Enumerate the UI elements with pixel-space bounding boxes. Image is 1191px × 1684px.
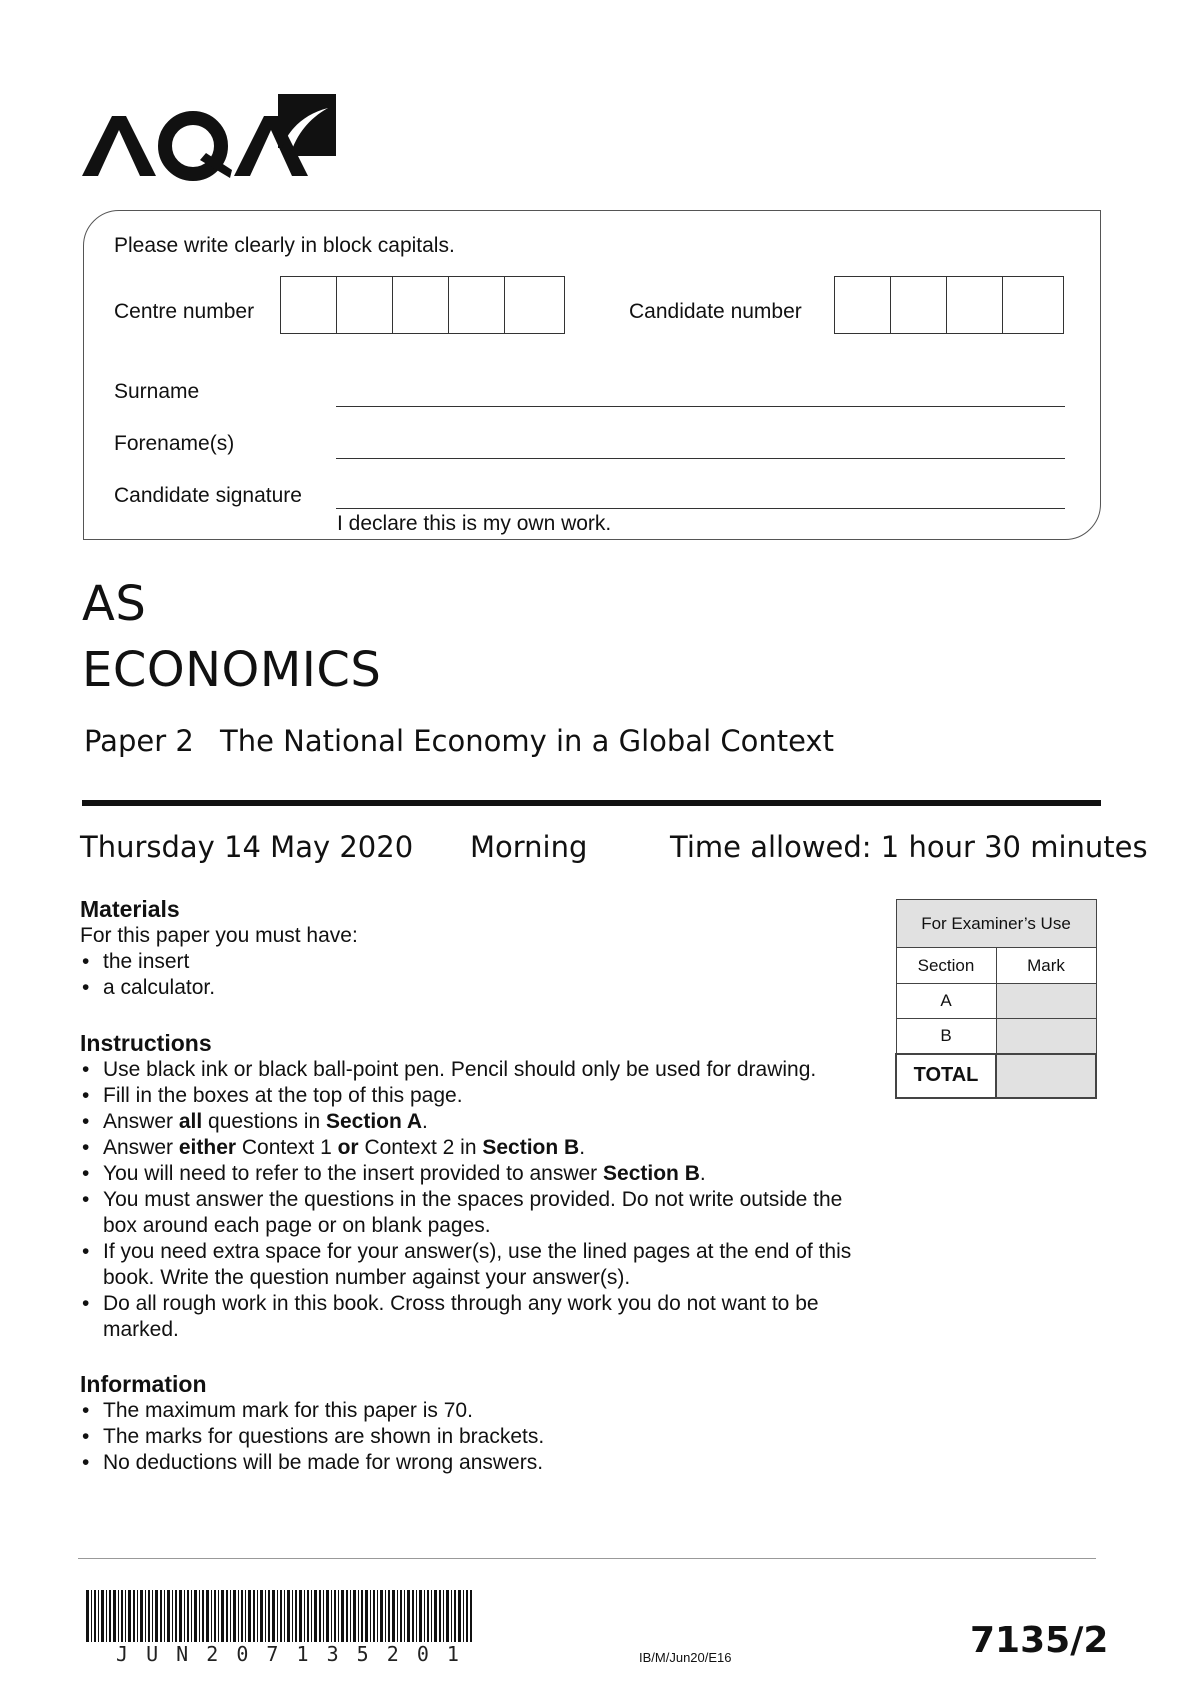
section-a-label: A [896,984,996,1019]
list-item: • No deductions will be made for wrong answers. [80,1450,880,1476]
materials-section [80,896,880,1001]
aqa-logo [82,90,342,187]
list-item: • The maximum mark for this paper is 70. [80,1398,880,1424]
mark-column-header: Mark [996,948,1096,984]
information-section [80,1371,880,1476]
qualification-level: AS [82,576,147,632]
candidate-digit-box[interactable] [891,277,947,333]
list-item: • Fill in the boxes at the top of this page. [80,1083,880,1109]
list-item: • Do all rough work in this book. Cross through any work you do not want to be marked. [80,1291,880,1343]
aqa-logo-mark [82,90,342,182]
centre-digit-box[interactable] [393,277,449,333]
list-item: • a calculator. [80,975,880,1001]
barcode [86,1590,472,1647]
instructions-heading: Instructions [80,1030,212,1056]
signature-field[interactable] [336,508,1065,509]
document-reference: IB/M/Jun20/E16 [639,1650,732,1665]
examiners-use-table [895,899,1097,1099]
information-list [80,1398,880,1476]
total-mark-cell[interactable] [996,1054,1096,1098]
list-item: • Use black ink or black ball-point pen. Pencil should only be used for drawing. [80,1057,880,1083]
forenames-label: Forename(s) [114,432,235,455]
paper-number: Paper 2 [84,724,194,758]
exam-date: Thursday 14 May 2020 [80,830,414,864]
section-a-mark-cell[interactable] [996,984,1096,1019]
footer-divider [78,1558,1096,1559]
declaration-text: I declare this is my own work. [337,512,612,535]
section-b-mark-cell[interactable] [996,1019,1096,1054]
materials-list [80,949,880,1001]
title-divider [82,800,1101,806]
instructions-section [80,1030,880,1343]
information-heading: Information [80,1371,207,1397]
centre-number-label: Centre number [114,300,255,323]
surname-field[interactable] [336,406,1065,407]
list-item: • If you need extra space for your answer(s), use the lined pages at the end of this book. Write the question number against your answer(s). [80,1239,880,1291]
subject-title: ECONOMICS [82,642,382,698]
list-item: • Answer all questions in Section A. [80,1109,880,1135]
list-item: • The marks for questions are shown in brackets. [80,1424,880,1450]
block-capitals-instruction: Please write clearly in block capitals. [114,234,455,257]
list-item: • You must answer the questions in the spaces provided. Do not write outside the box around each page or on blank pages. [80,1187,880,1239]
section-b-label: B [896,1019,996,1054]
materials-heading: Materials [80,896,180,922]
time-allowed: Time allowed: 1 hour 30 minutes [670,830,1148,864]
centre-digit-box[interactable] [281,277,337,333]
candidate-number-label: Candidate number [629,300,802,323]
instructions-list [80,1057,880,1343]
total-label: TOTAL [896,1054,996,1098]
centre-digit-box[interactable] [337,277,393,333]
candidate-digit-box[interactable] [1003,277,1062,333]
examiners-use-title: For Examiner’s Use [896,900,1096,948]
candidate-number-boxes[interactable] [834,276,1064,334]
exam-session: Morning [470,830,588,864]
signature-label: Candidate signature [114,484,302,507]
section-column-header: Section [896,948,996,984]
candidate-digit-box[interactable] [835,277,891,333]
paper-title: The National Economy in a Global Context [220,724,834,758]
centre-digit-box[interactable] [449,277,505,333]
barcode-bars [86,1590,472,1642]
list-item: • You will need to refer to the insert provided to answer Section B. [80,1161,880,1187]
barcode-text: J U N 2 0 7 1 3 5 2 0 1 [116,1642,462,1666]
paper-code: 7135/2 [970,1620,1109,1661]
list-item: • the insert [80,949,880,975]
candidate-digit-box[interactable] [947,277,1003,333]
surname-label: Surname [114,380,200,403]
forenames-field[interactable] [336,458,1065,459]
materials-intro: For this paper you must have: [80,924,358,947]
centre-number-boxes[interactable] [280,276,565,334]
list-item: • Answer either Context 1 or Context 2 in Section B. [80,1135,880,1161]
centre-digit-box[interactable] [505,277,562,333]
